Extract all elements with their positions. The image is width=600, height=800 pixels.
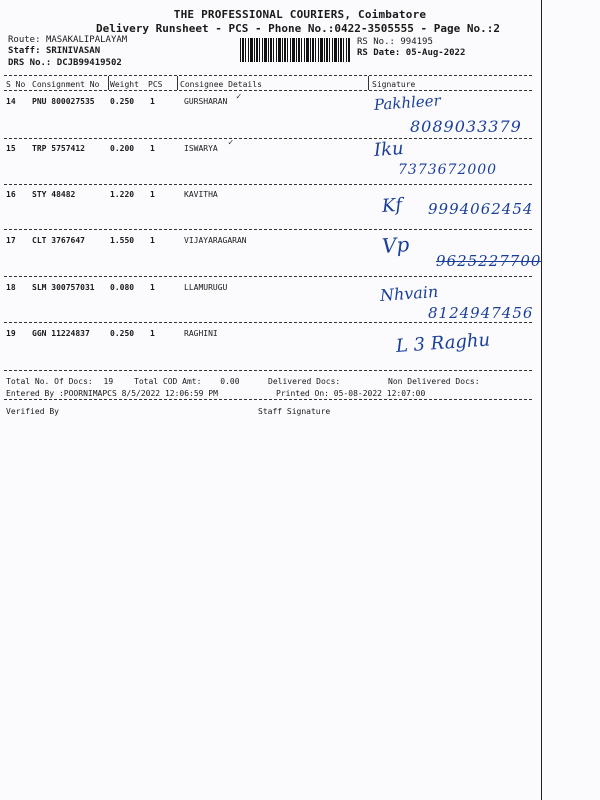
runsheet-title: Delivery Runsheet - PCS - Phone No.:0422-3505555 - Page No.:2 bbox=[96, 22, 500, 35]
row-consignee: LLAMURUGU bbox=[184, 283, 228, 292]
non-delivered-docs: Non Delivered Docs: bbox=[388, 377, 480, 386]
rule bbox=[4, 90, 532, 91]
rs-no-line bbox=[357, 37, 433, 47]
row-pcs: 1 bbox=[150, 329, 155, 338]
total-docs bbox=[6, 377, 113, 386]
col-divider bbox=[177, 76, 178, 90]
signature-name: L 3 Raghu bbox=[395, 329, 491, 357]
drs-value: DCJB99419502 bbox=[56, 58, 122, 68]
row-consignment: PNU 800027535 bbox=[32, 97, 95, 106]
barcode bbox=[240, 38, 350, 62]
row-consignment: STY 48482 bbox=[32, 190, 76, 199]
row-weight: 0.200 bbox=[110, 144, 135, 153]
staff-label: Staff: bbox=[8, 46, 41, 56]
cod-value: 0.00 bbox=[220, 377, 240, 386]
cod-amount bbox=[134, 377, 240, 386]
total-docs-value: 19 bbox=[103, 377, 114, 386]
staff-signature: Staff Signature bbox=[258, 407, 331, 416]
signature-name: Nhvain bbox=[379, 281, 439, 305]
drs-label: DRS No.: bbox=[8, 58, 52, 68]
row-consignment: CLT 3767647 bbox=[32, 236, 85, 245]
verified-by: Verified By bbox=[6, 407, 59, 416]
row-consignment: SLM 300757031 bbox=[32, 283, 95, 292]
staff-value: SRINIVASAN bbox=[45, 46, 101, 56]
rule bbox=[4, 229, 532, 230]
rule bbox=[4, 276, 532, 277]
rs-date-label: RS Date: bbox=[357, 48, 401, 58]
rs-no-label: RS No.: bbox=[357, 37, 395, 47]
col-divider bbox=[368, 76, 369, 90]
cod-label: Total COD Amt: bbox=[134, 377, 202, 386]
signature-name: Pakhleer bbox=[373, 91, 442, 114]
row-consignee: RAGHINI bbox=[184, 329, 218, 338]
row-weight: 0.250 bbox=[110, 97, 135, 106]
rule bbox=[4, 370, 532, 371]
row-pcs: 1 bbox=[150, 97, 155, 106]
route-value: MASAKALIPALAYAM bbox=[45, 35, 128, 45]
signature-phone: 9625227700 bbox=[436, 252, 542, 270]
row-sno: 16 bbox=[6, 190, 16, 199]
rule bbox=[4, 184, 532, 185]
signature-phone: 7373672000 bbox=[398, 162, 498, 178]
row-consignee: VIJAYARAGARAN bbox=[184, 236, 247, 245]
rs-date-value: 05-Aug-2022 bbox=[405, 48, 466, 58]
row-consignment: TRP 5757412 bbox=[32, 144, 85, 153]
signature-phone: 9994062454 bbox=[428, 200, 534, 218]
signature-name: Kf bbox=[381, 194, 403, 217]
printed-on: Printed On: 05-08-2022 12:07:00 bbox=[276, 389, 426, 398]
row-consignee: GURSHARAN bbox=[184, 97, 228, 106]
col-weight: Weight bbox=[110, 80, 139, 89]
entered-by: Entered By :POORNIMAPCS 8/5/2022 12:06:59 PM bbox=[6, 389, 218, 398]
signature-name: Iku bbox=[373, 137, 405, 161]
rs-no-value: 994195 bbox=[400, 37, 433, 47]
row-pcs: 1 bbox=[150, 144, 155, 153]
col-consignee: Consignee Details bbox=[180, 80, 262, 89]
row-sno: 14 bbox=[6, 97, 16, 106]
row-weight: 0.080 bbox=[110, 283, 135, 292]
row-pcs: 1 bbox=[150, 190, 155, 199]
signature-phone: 8124947456 bbox=[428, 304, 534, 322]
row-sno: 17 bbox=[6, 236, 16, 245]
total-docs-label: Total No. Of Docs: bbox=[6, 377, 93, 386]
rule bbox=[4, 138, 532, 139]
rule bbox=[4, 399, 532, 400]
staff-line bbox=[8, 46, 100, 56]
row-weight: 0.250 bbox=[110, 329, 135, 338]
route-line bbox=[8, 35, 127, 45]
signature-name: Vp bbox=[381, 232, 411, 258]
delivered-docs: Delivered Docs: bbox=[268, 377, 341, 386]
row-sno: 19 bbox=[6, 329, 16, 338]
check-mark-icon: ✓ bbox=[228, 138, 234, 148]
rs-date-line bbox=[357, 48, 465, 58]
row-consignee: ISWARYA bbox=[184, 144, 218, 153]
company-name: THE PROFESSIONAL COURIERS, Coimbatore bbox=[173, 8, 427, 21]
row-consignment: GGN 11224837 bbox=[32, 329, 90, 338]
row-consignee: KAVITHA bbox=[184, 190, 218, 199]
col-sno: S No bbox=[6, 80, 26, 89]
row-weight: 1.220 bbox=[110, 190, 135, 199]
col-pcs: PCS bbox=[148, 80, 163, 89]
route-label: Route: bbox=[8, 35, 41, 45]
rule bbox=[4, 75, 532, 76]
signature-phone: 8089033379 bbox=[410, 117, 522, 136]
row-pcs: 1 bbox=[150, 236, 155, 245]
col-divider bbox=[108, 76, 109, 90]
row-weight: 1.550 bbox=[110, 236, 135, 245]
rule bbox=[4, 322, 532, 323]
drs-line bbox=[8, 58, 122, 68]
check-mark-icon: ✓ bbox=[236, 92, 242, 102]
row-sno: 15 bbox=[6, 144, 16, 153]
page-edge-line bbox=[541, 0, 542, 800]
col-consignment: Consignment No bbox=[32, 80, 100, 89]
col-signature: Signature bbox=[372, 80, 416, 89]
row-sno: 18 bbox=[6, 283, 16, 292]
row-pcs: 1 bbox=[150, 283, 155, 292]
